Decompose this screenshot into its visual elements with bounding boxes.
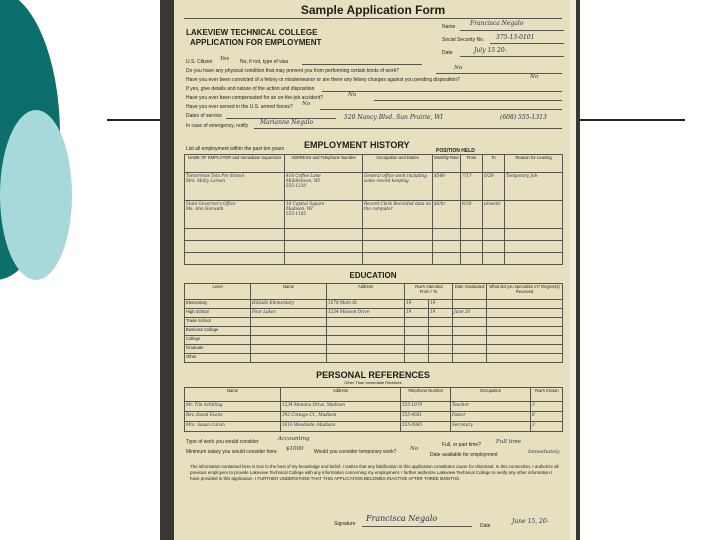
col-address: ADDRESS and Telephone Number — [285, 155, 363, 173]
references-heading: PERSONAL REFERENCES — [316, 370, 430, 380]
work-type-label: Type of work you would consider — [186, 439, 259, 445]
ref-address: 1616 Woodside, Madison — [281, 422, 401, 432]
question-visa: No, if not, type of visa — [240, 59, 289, 65]
employer-city: Madison, WI — [286, 206, 313, 212]
compensated-line — [374, 100, 562, 101]
available-value: Immediately — [528, 449, 560, 455]
ref-address: 392 Cottage Ct., Madison — [281, 412, 401, 422]
col-ref-name: Name — [185, 388, 281, 402]
school-name: Hillside Elementary — [251, 300, 327, 309]
to: 6/20- — [483, 173, 505, 201]
level: College — [185, 336, 251, 345]
visa-line — [302, 64, 422, 65]
ssn-label: Social Security No. — [442, 37, 485, 43]
from: 7/17- — [461, 173, 483, 201]
certification-text: The information contained here is true to the best of my knowledge and belief. I realize that any falsification in this application constitutes cause for dismissal. In this connection, I authorize all previous employers to provide Lakeview Technical College with any information concerning my employment. I further authorize Lakeview Technical College to verify any other information I have provided in this application. I FURTHER UNDERSTAND THAT THIS APPLICATION BECOMES INACTIVE AFTER THREE MONTHS. — [190, 464, 559, 481]
date-value: July 15 20- — [474, 47, 507, 54]
ref-name: Mrs. Susan Calvin — [185, 422, 281, 432]
col-graduated: Date Graduated — [453, 284, 487, 300]
question-citizen: U.S. Citizen — [186, 59, 213, 65]
col-ref-years: Years Known — [531, 388, 563, 402]
employer-phone: 555-1210 — [286, 183, 307, 189]
graduated — [453, 300, 487, 309]
supervisor-name: Mrs. Molly Larson — [186, 178, 225, 184]
table-row — [185, 412, 563, 422]
level: High School — [185, 309, 251, 318]
date-line — [460, 56, 564, 57]
duties: Record Clerk Recorded data on the computer — [363, 201, 433, 229]
divider — [184, 18, 562, 19]
temp-value: No — [410, 446, 419, 452]
col-ref-phone: Telephone Number — [401, 388, 451, 402]
ssn-value: 375-13-0101 — [496, 34, 535, 41]
sign-date-value: June 15, 20- — [512, 518, 549, 525]
col-address: Address — [327, 284, 405, 300]
employer-name: Tomorrows Tots Pre School — [186, 173, 245, 178]
emergency-name: Marianne Negalo — [260, 119, 314, 126]
table-row — [185, 309, 563, 318]
question-compensated: Have you ever been compensated for an on-the-job accident? — [186, 95, 324, 101]
ref-years: 3 — [531, 402, 563, 412]
name-line — [460, 30, 564, 31]
col-duties: Occupation and Duties — [363, 155, 433, 173]
table-row — [185, 318, 563, 327]
question-emergency: In case of emergency, notify — [186, 123, 249, 129]
rate: $6/hr — [433, 201, 461, 229]
education-heading: EDUCATION — [349, 271, 397, 280]
emergency-line — [254, 128, 562, 129]
from: 6/20- — [461, 201, 483, 229]
level: Business College — [185, 327, 251, 336]
reason: Temporary Job — [505, 173, 563, 201]
answer-physical: No — [454, 65, 463, 71]
duties: General office work including some record keeping — [363, 173, 433, 201]
employer-name: State Governor's Office — [186, 201, 236, 206]
employment-heading: EMPLOYMENT HISTORY — [304, 140, 410, 150]
application-form — [174, 0, 572, 540]
employer-address: 410 Coffee Lane — [286, 173, 321, 178]
employment-note: List all employment within the past ten years — [186, 146, 285, 152]
to: 19 — [429, 309, 453, 318]
col-reason: Reason for Leaving — [505, 155, 563, 173]
level: Other — [185, 354, 251, 363]
ref-occupation: Pastor — [451, 412, 531, 422]
salary-value: $1000 — [286, 446, 304, 452]
ref-phone: 555-4681 — [401, 412, 451, 422]
from: 19- — [405, 300, 429, 309]
col-ref-occupation: Occupation — [451, 388, 531, 402]
ref-years: 8 — [531, 412, 563, 422]
form-photo — [160, 0, 580, 540]
title-rule-right — [575, 119, 685, 121]
table-row — [185, 345, 563, 354]
graduated: June 20 — [453, 309, 487, 318]
answer-citizen: Yes — [220, 56, 230, 62]
table-row — [185, 201, 563, 229]
col-level: Level — [185, 284, 251, 300]
ref-name: Rev. David Evans — [185, 412, 281, 422]
question-physical: Do you have any physical condition that may prevent you from performing certain kinds of work? — [186, 68, 399, 74]
ssn-line — [490, 43, 564, 44]
ref-phone: 555-0065 — [401, 422, 451, 432]
college-name: LAKEVIEW TECHNICAL COLLEGE — [186, 28, 318, 37]
employment-table — [184, 154, 563, 265]
employer-phone: 555-1102 — [286, 211, 307, 217]
table-row — [185, 354, 563, 363]
name-label: Name — [442, 24, 456, 30]
col-employer: NAME OF EMPLOYER and Immediate Supervisor — [185, 155, 285, 173]
ref-occupation: Secretary — [451, 422, 531, 432]
col-specialize: What did you specialize in? Degree(s) Received — [487, 284, 563, 300]
work-type-value: Accounting — [278, 436, 310, 442]
salary-label: Minimum salary you would consider here — [186, 449, 277, 455]
table-row — [185, 422, 563, 432]
date-label: Date — [442, 50, 453, 56]
col-ref-address: Address — [281, 388, 401, 402]
years-attended-label: Years Attended — [414, 284, 443, 289]
sign-date-label: Date — [480, 523, 491, 529]
emergency-phone: (608) 555-1313 — [500, 114, 547, 121]
level: Trade School — [185, 318, 251, 327]
to: 19- — [429, 300, 453, 309]
answer-compensated: No — [348, 92, 357, 98]
col-rate: Monthly Rate — [433, 155, 461, 173]
education-table — [184, 283, 563, 363]
full-part-label: Full, or part time? — [442, 442, 481, 448]
employer-address: 16 Capital Square — [286, 201, 325, 206]
school-address: 1234 Mission Drive — [327, 309, 405, 318]
school-name: Four Lakes — [251, 309, 327, 318]
answer-felony: No — [530, 74, 539, 80]
question-service-dates: Dates of service — [186, 113, 222, 119]
page-edge — [570, 0, 576, 540]
table-row — [185, 327, 563, 336]
supervisor-name: Ms. Ann Horwath — [186, 206, 224, 212]
ref-years: 3 — [531, 422, 563, 432]
signature-label: Signature — [334, 521, 356, 527]
col-to: To — [483, 155, 505, 173]
table-row — [185, 173, 563, 201]
physical-line — [436, 73, 562, 74]
ref-phone: 555-1079 — [401, 402, 451, 412]
table-row — [185, 336, 563, 345]
to-label: To — [432, 289, 438, 295]
employer-city: Middletown, WI — [286, 178, 320, 184]
ref-address: 1234 Monona Drive, Madison — [281, 402, 401, 412]
references-subheading: Other Than Immediate Relatives — [344, 380, 402, 385]
details-line — [322, 91, 562, 92]
school-address: 1678 Main St. — [327, 300, 405, 309]
signature-line — [362, 526, 472, 527]
answer-armed-forces: No — [302, 101, 311, 107]
available-label: Date available for employment — [430, 452, 498, 458]
full-part-value: Full time — [496, 439, 522, 445]
from-label: From — [419, 289, 430, 295]
col-years: Years Attended From / To — [405, 284, 453, 300]
references-table — [184, 387, 563, 432]
form-subtitle: APPLICATION FOR EMPLOYMENT — [190, 38, 322, 47]
table-row — [185, 300, 563, 309]
ref-occupation: Teacher — [451, 402, 531, 412]
position-held-label: POSITION HELD — [436, 148, 475, 154]
temp-label: Would you consider temporary work? — [314, 449, 397, 455]
reason — [505, 201, 563, 229]
ref-name: Mr. Tim Schilling — [185, 402, 281, 412]
col-from: From — [461, 155, 483, 173]
level: Elementary — [185, 300, 251, 309]
emergency-address: 520 Nancy Blvd. Sun Prairie, WI — [344, 114, 443, 121]
form-title: Sample Application Form — [300, 3, 446, 17]
col-name: Name — [251, 284, 327, 300]
name-value: Francisca Negalo — [470, 20, 524, 27]
question-details: If yes, give details and nature of the action and disposition — [186, 86, 315, 92]
table-row — [185, 402, 563, 412]
question-felony: Have you ever been convicted of a felony or misdemeanor or are there any felony charges against you pending disposition? — [186, 77, 460, 83]
to: present — [483, 201, 505, 229]
signature-value: Francisca Negalo — [366, 514, 438, 523]
light-teal-arc-decoration — [0, 110, 72, 280]
from: 19 — [405, 309, 429, 318]
armed-forces-line — [320, 109, 562, 110]
question-armed-forces: Have you ever served in the U.S. armed forces? — [186, 104, 293, 110]
level: Graduate — [185, 345, 251, 354]
rate: $540- — [433, 173, 461, 201]
